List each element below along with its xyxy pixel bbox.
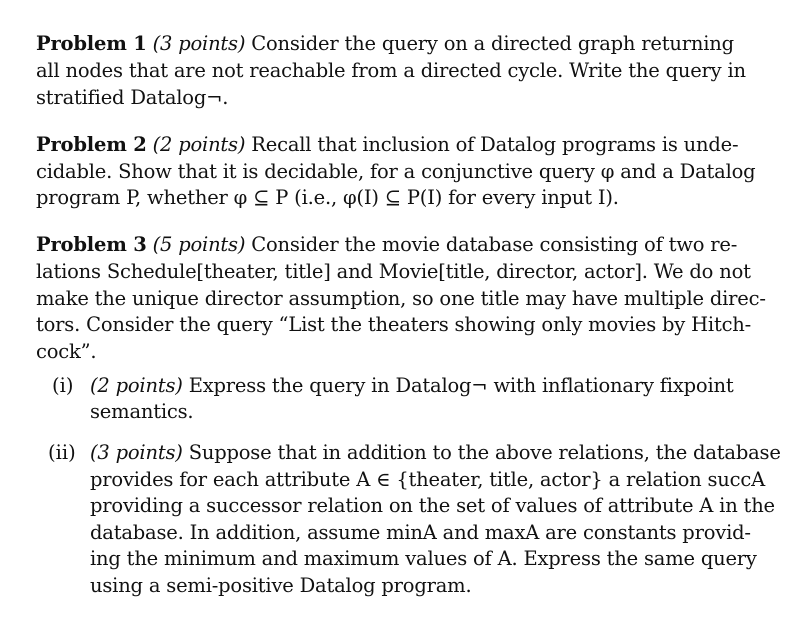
problem-3-text: Consider the movie database consisting of two re- <box>251 233 738 256</box>
problem-2-line-3: program P, whether φ ⊆ P (i.e., φ(I) ⊆ P(I) for every input I). <box>36 186 619 209</box>
problem-2-label: Problem 2 <box>36 133 147 156</box>
subitem-i-text: Express the query in Datalog¬ with inflationary fixpoint <box>188 374 734 397</box>
subitem-ii-number: (ii) <box>48 441 76 464</box>
problem-1-label: Problem 1 <box>36 32 147 55</box>
subitem-i-line-2: semantics. <box>90 400 194 423</box>
subitem-i-line-1 <box>90 373 733 399</box>
subitem-ii-line-2: provides for each attribute A ∈ {theater, title, actor} a relation succA <box>90 468 765 491</box>
subitem-ii-line-6: using a semi-positive Datalog program. <box>90 574 472 597</box>
subitem-i-number: (i) <box>52 374 74 397</box>
problem-2-line-1 <box>36 132 738 158</box>
problem-3-line-1 <box>36 232 737 258</box>
problem-2-points: (2 points) <box>152 133 246 156</box>
problem-3-line-3: make the unique director assumption, so one title may have multiple direc- <box>36 287 766 310</box>
problem-3-line-5: cock”. <box>36 340 97 363</box>
problem-1-line-1 <box>36 31 734 57</box>
subitem-ii-points: (3 points) <box>90 441 183 464</box>
problem-1-line-2: all nodes that are not reachable from a directed cycle. Write the query in <box>36 59 746 82</box>
subitem-i-points: (2 points) <box>90 374 183 397</box>
problem-3-line-4: tors. Consider the query “List the theaters showing only movies by Hitch- <box>36 313 752 336</box>
problem-3-label: Problem 3 <box>36 233 147 256</box>
subitem-ii-line-1 <box>90 440 781 466</box>
problem-1-points: (3 points) <box>152 32 246 55</box>
problem-1-line-3: stratified Datalog¬. <box>36 86 229 109</box>
subitem-ii-line-3: providing a successor relation on the set of values of attribute A in the <box>90 494 775 517</box>
subitem-ii-text: Suppose that in addition to the above relations, the database <box>188 441 781 464</box>
problem-2-line-2: cidable. Show that it is decidable, for a conjunctive query φ and a Datalog <box>36 160 756 183</box>
problem-3-line-2: lations Schedule[theater, title] and Movie[title, director, actor]. We do not <box>36 260 751 283</box>
problem-1-text: Consider the query on a directed graph returning <box>251 32 734 55</box>
subitem-ii-line-4: database. In addition, assume minA and maxA are constants provid- <box>90 521 751 544</box>
problem-2-text: Recall that inclusion of Datalog programs is unde- <box>251 133 739 156</box>
problem-3-points: (5 points) <box>152 233 246 256</box>
subitem-ii-line-5: ing the minimum and maximum values of A. Express the same query <box>90 547 757 570</box>
